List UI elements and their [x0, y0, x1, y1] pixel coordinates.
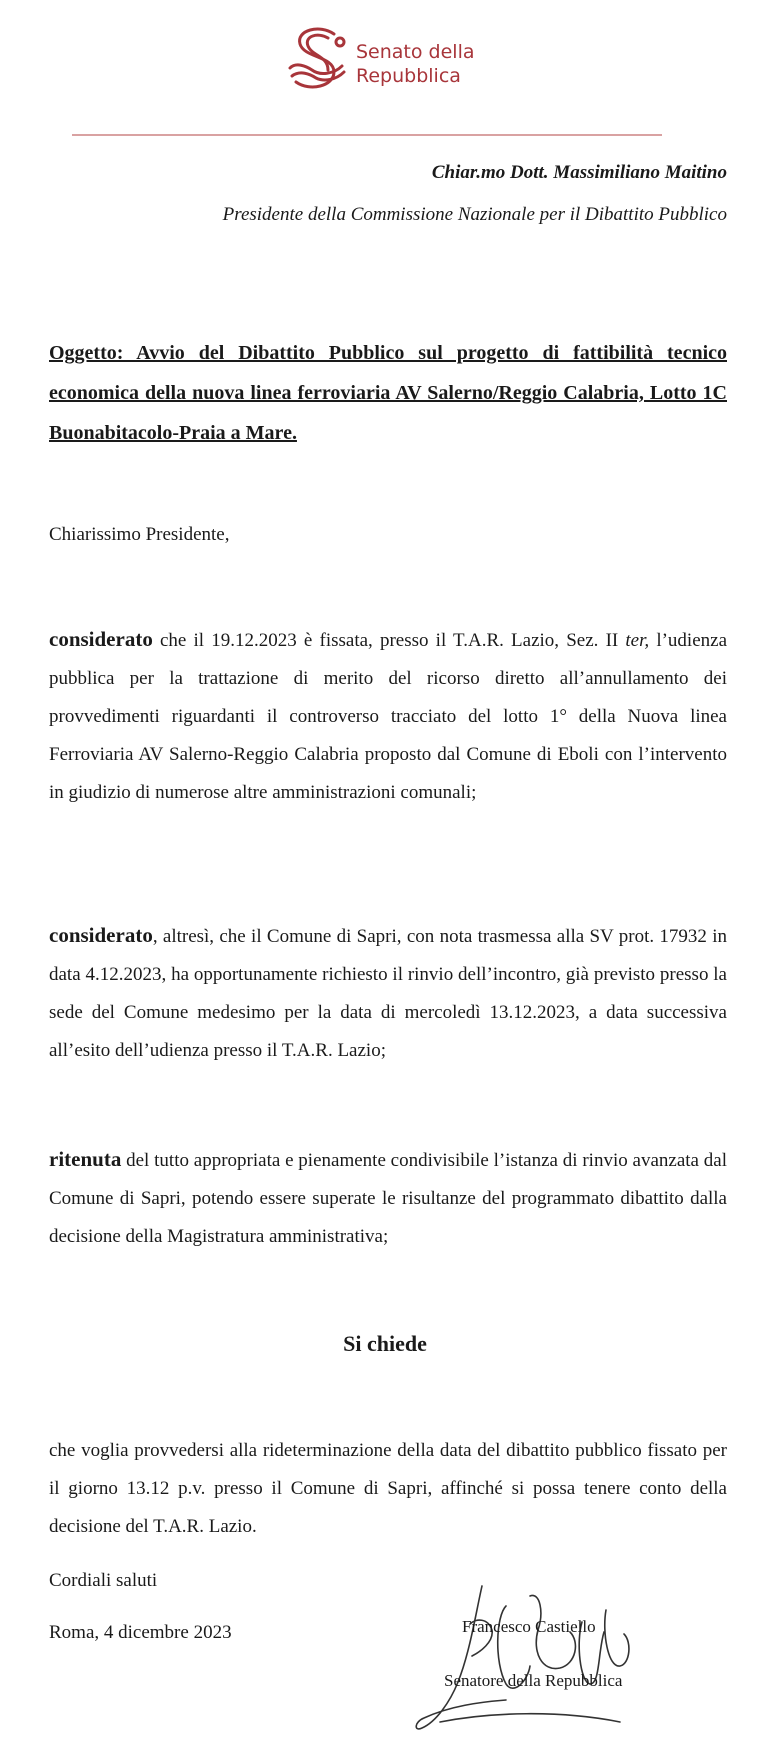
logo-line-2: Repubblica [356, 65, 461, 87]
signer-name: Francesco Castiello [462, 1617, 596, 1636]
paragraph-considerato-1 [49, 620, 727, 812]
handwritten-signature [410, 1572, 650, 1742]
para1-text-a: che il 19.12.2023 è fissata, presso il T.A.R. Lazio, Sez. II [152, 630, 626, 651]
recipient-role: Presidente della Commissione Nazionale per il Dibattito Pubblico [222, 204, 727, 225]
keyword-considerato: considerato [49, 627, 153, 651]
salutation: Chiarissimo Presidente, [49, 524, 230, 545]
para1-text-b: l’udienza pubblica per la trattazione di merito del ricorso diretto all’annullamento dei provvedimenti riguardanti il controverso tracciato del lotto 1° della Nuova linea Ferroviaria AV Salerno-Reggio Calabria proposto dal Comune di Eboli con l’intervento in giudizio di numerose altre amministrazioni comunali; [49, 630, 728, 803]
keyword-considerato: considerato [49, 923, 153, 947]
paragraph-considerato-2 [49, 916, 727, 1070]
recipient-block [223, 160, 727, 228]
para2-text: , altresì, che il Comune di Sapri, con nota trasmessa alla SV prot. 17932 in data 4.12.2023, ha opportunamente richiesto il rinvio dell’incontro, già previsto presso la sede del Comune medesimo per la data di mercoledì 13.12.2023, a data successiva all’esito dell’udienza presso il T.A.R. Lazio; [49, 926, 727, 1061]
paragraph-ritenuta [49, 1140, 727, 1256]
logo-line-1: Senato della [356, 41, 475, 63]
keyword-ritenuta: ritenuta [49, 1147, 122, 1171]
signer-title: Senatore della Repubblica [444, 1671, 623, 1690]
senato-s-emblem-icon [284, 24, 350, 96]
senate-logo [284, 24, 494, 96]
request-text: che voglia provvedersi alla rideterminazione della data del dibattito pubblico fissato per il giorno 13.12 p.v. presso il Comune di Sapri, affinché si possa tenere conto della decisione del T.A.R. Lazio. [49, 1440, 727, 1537]
header-divider [72, 134, 662, 136]
subject-line: Oggetto: Avvio del Dibattito Pubblico sul progetto di fattibilità tecnico economica della nuova linea ferroviaria AV Salerno/Reggio Calabria, Lotto 1C Buonabitacolo-Praia a Mare. [49, 342, 727, 444]
para3-text: del tutto appropriata e pienamente condivisibile l’istanza di rinvio avanzata dal Comune di Sapri, potendo essere superate le risultanze del programmato dibattito dalla decisione della Magistratura amministrativa; [49, 1150, 727, 1247]
request-heading: Si chiede [343, 1331, 427, 1356]
closing: Cordiali saluti [49, 1570, 158, 1591]
para1-italic: ter, [625, 630, 650, 651]
place-date: Roma, 4 dicembre 2023 [49, 1622, 232, 1643]
recipient-name: Chiar.mo Dott. Massimiliano Maitino [431, 162, 727, 183]
